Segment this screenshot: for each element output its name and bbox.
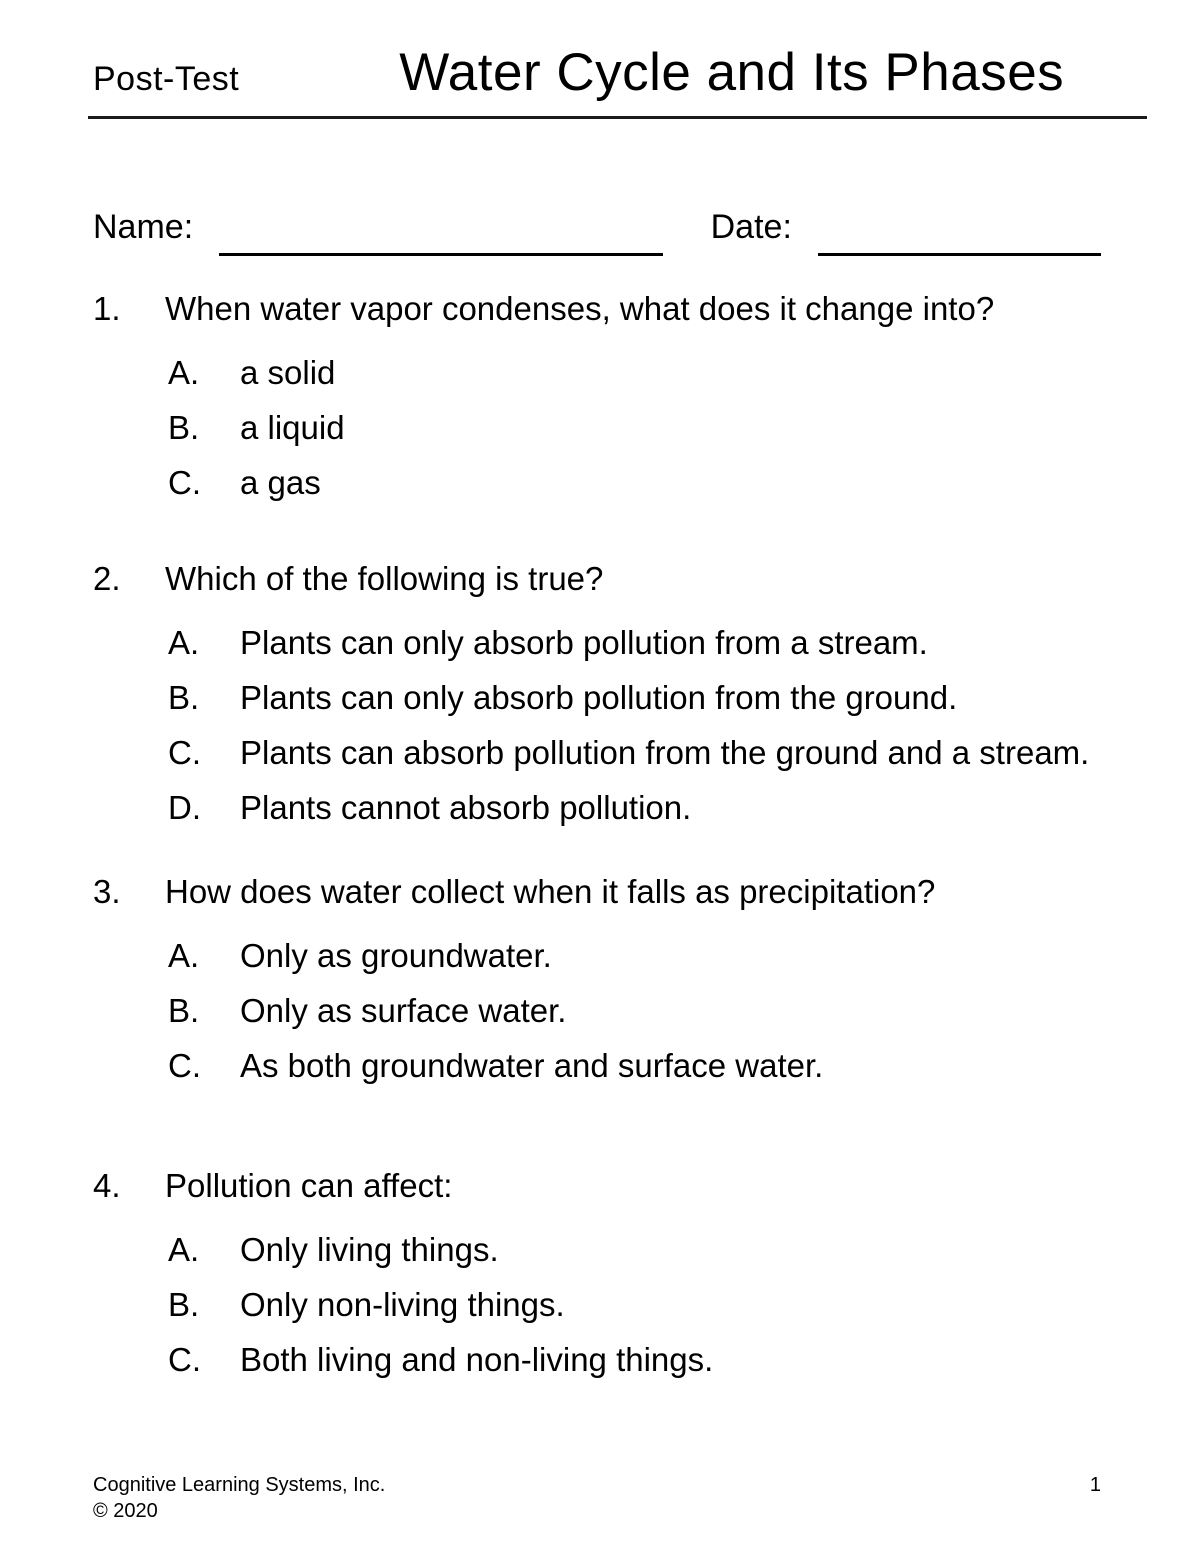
option-letter: B. bbox=[168, 1286, 200, 1323]
question-4-options bbox=[168, 1228, 1101, 1382]
option-letter: B. bbox=[168, 992, 200, 1029]
option-2c bbox=[168, 731, 1101, 775]
option-2a bbox=[168, 621, 1101, 665]
question-4-head bbox=[93, 1164, 1101, 1208]
option-text: Only non-living things. bbox=[240, 1286, 565, 1323]
option-3c bbox=[168, 1044, 1101, 1088]
option-text: Both living and non-living things. bbox=[240, 1341, 714, 1378]
option-text: Only as groundwater. bbox=[240, 937, 552, 974]
option-text: As both groundwater and surface water. bbox=[240, 1047, 824, 1084]
option-letter: A. bbox=[168, 937, 200, 974]
option-1b bbox=[168, 406, 1101, 450]
option-letter: D. bbox=[168, 789, 201, 826]
question-text: Which of the following is true? bbox=[165, 560, 604, 597]
option-text: Only living things. bbox=[240, 1231, 499, 1268]
name-date-row bbox=[93, 205, 1101, 249]
option-letter: A. bbox=[168, 624, 200, 661]
option-text: Plants cannot absorb pollution. bbox=[240, 789, 692, 826]
option-letter: C. bbox=[168, 1047, 201, 1084]
option-text: Plants can absorb pollution from the ground and a stream. bbox=[240, 734, 1090, 771]
question-number: 3. bbox=[93, 873, 121, 910]
name-label: Name: bbox=[93, 208, 194, 246]
option-3a bbox=[168, 934, 1101, 978]
question-1-options bbox=[168, 351, 1101, 505]
option-letter: A. bbox=[168, 1231, 200, 1268]
question-text: How does water collect when it falls as precipitation? bbox=[165, 873, 936, 910]
date-blank-line bbox=[818, 213, 1101, 256]
option-letter: C. bbox=[168, 1341, 201, 1378]
page-title: Water Cycle and Its Phases bbox=[399, 43, 1065, 102]
option-text: a gas bbox=[240, 464, 321, 501]
question-number: 2. bbox=[93, 560, 121, 597]
option-letter: C. bbox=[168, 734, 201, 771]
question-1-head bbox=[93, 287, 1101, 331]
question-text: When water vapor condenses, what does it change into? bbox=[165, 290, 995, 327]
option-letter: A. bbox=[168, 354, 200, 391]
question-number: 1. bbox=[93, 290, 121, 327]
option-4c bbox=[168, 1338, 1101, 1382]
page-header bbox=[88, 42, 1147, 119]
option-text: Plants can only absorb pollution from a stream. bbox=[240, 624, 928, 661]
question-3-head bbox=[93, 870, 1101, 914]
question-4 bbox=[93, 1164, 1101, 1382]
question-number: 4. bbox=[93, 1167, 121, 1204]
option-text: a solid bbox=[240, 354, 336, 391]
option-letter: B. bbox=[168, 679, 200, 716]
question-3 bbox=[93, 870, 1101, 1088]
footer-copyright: © 2020 bbox=[93, 1500, 158, 1522]
question-text: Pollution can affect: bbox=[165, 1167, 453, 1204]
option-1a bbox=[168, 351, 1101, 395]
option-text: Plants can only absorb pollution from the ground. bbox=[240, 679, 958, 716]
option-3b bbox=[168, 989, 1101, 1033]
footer-left bbox=[93, 1472, 385, 1524]
option-letter: B. bbox=[168, 409, 200, 446]
option-2b bbox=[168, 676, 1101, 720]
option-text: Only as surface water. bbox=[240, 992, 567, 1029]
page-number: 1 bbox=[1089, 1474, 1101, 1496]
page-footer bbox=[93, 1472, 1101, 1524]
doc-type-label: Post-Test bbox=[93, 60, 240, 98]
option-4a bbox=[168, 1228, 1101, 1272]
name-blank-line bbox=[219, 213, 662, 256]
option-1c bbox=[168, 461, 1101, 505]
question-2 bbox=[93, 557, 1101, 830]
option-2d bbox=[168, 786, 1101, 830]
option-text: a liquid bbox=[240, 409, 345, 446]
date-label: Date: bbox=[710, 208, 792, 246]
option-letter: C. bbox=[168, 464, 201, 501]
question-2-head bbox=[93, 557, 1101, 601]
question-2-options bbox=[168, 621, 1101, 830]
option-4b bbox=[168, 1283, 1101, 1327]
question-1 bbox=[93, 287, 1101, 505]
footer-organization: Cognitive Learning Systems, Inc. bbox=[93, 1474, 386, 1496]
question-3-options bbox=[168, 934, 1101, 1088]
